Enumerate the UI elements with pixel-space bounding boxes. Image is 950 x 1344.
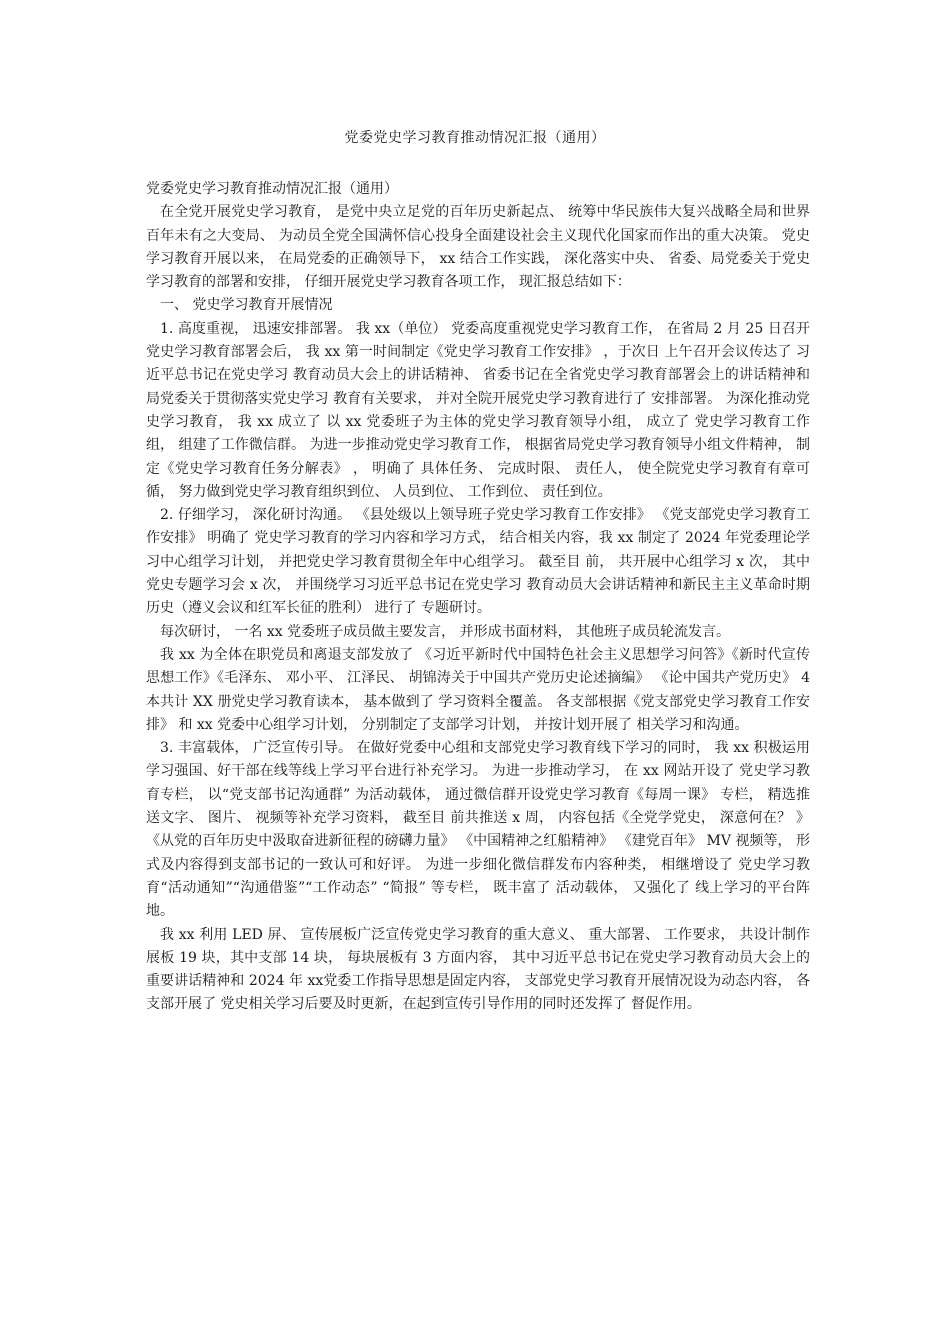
paragraph-item-3: 3. 丰富载体， 广泛宣传引导。 在做好党委中心组和支部党史学习教育线下学习的同时， 我 xx 积极运用学习强国、好干部在线等线上学习平台进行补充学习。 为进一步推动学习， 在 xx 网站开设了 党史学习教育专栏， 以“党支部书记沟通群” 为活动载体， 通过微信群开设党史学习教育《每周一课》 专栏， 精选推送文字、 图片、 视频等补充学习资料， 截至目 前共推送 x 周， 内容包括《全党学党史， 深意何在？ 》《从党的百年历史中汲取奋进新征程的磅礴力量》 《中国精神之红船精神》 《建党百年》 MV 视频等， 形式及内容得到支部书记的一致认可和好评。 为进一步细化微信群发布内容种类， 相继增设了 党史学习教育“活动通知”“沟通借鉴”“工作动态” “简报” 等专栏， 既丰富了 活动载体， 又强化了 线上学习的平台阵地。 <box>146 740 810 920</box>
paragraph-item-1: 1. 高度重视， 迅速安排部署。 我 xx（单位） 党委高度重视党史学习教育工作， 在省局 2 月 25 日召开党史学习教育部署会后， 我 xx 第一时间制定《党史学习教育工作安排》 ，于次日 上午召开会议传达了 习 近平总书记在党史学习 教育动员大会上的讲话精神、 省委书记在全省党史学习教育部署会上的讲话精神和局党委关于贯彻落实党史学习 教育有关要求， 并对全院开展党史学习教育进行了 安排部署。 为深化推动党史学习教育， 我 xx 成立了 以 xx 党委班子为主体的党史学习教育领导小组， 成立了 党史学习教育工作组， 组建了工作微信群。 为进一步推动党史学习教育工作， 根据省局党史学习教育领导小组文件精神， 制定《党史学习教育任务分解表》 ， 明确了 具体任务、 完成时限、 责任人， 使全院党史学习教育有章可循， 努力做到党史学习教育组织到位、 人员到位、 工作到位、 责任到位。 <box>146 320 810 500</box>
paragraph-discussion: 每次研讨， 一名 xx 党委班子成员做主要发言， 并形成书面材料， 其他班子成员轮流发言。 <box>160 623 731 640</box>
paragraph-led-display: 我 xx 利用 LED 屏、 宣传展板广泛宣传党史学习教育的重大意义、 重大部署、 工作要求， 共设计制作展板 19 块，其中支部 14 块， 每块展板有 3 方面内容， 其中习近平总书记在党史学习教育动员大会上的重要讲话精神和 2024 年 xx党委工作指导思想是固定内容， 支部党史学习教育开展情况设为动态内容， 各支部开展了 党史相关学习后要及时更新，在起到宣传引导作用的同时还发挥了 督促作用。 <box>146 926 810 1013</box>
document-title: 党委党史学习教育推动情况汇报（通用） <box>344 130 606 146</box>
section-heading: 一、 党史学习教育开展情况 <box>160 297 333 314</box>
document-body <box>146 178 810 1017</box>
paragraph-materials: 我 xx 为全体在职党员和离退支部发放了 《习近平新时代中国特色社会主义思想学习问答》《新时代宣传思想工作》《毛泽东、 邓小平、 江泽民、 胡锦涛关于中国共产党历史论述摘编》 《论中国共产党历史》 4 本共计 XX 册党史学习教育读本， 基本做到了 学习资料全覆盖。 各支部根据《党支部党史学习教育工作安排》 和 xx 党委中心组学习计划， 分别制定了支部学习计划， 并按计划开展了 相关学习和沟通。 <box>146 646 810 733</box>
document-subtitle: 党委党史学习教育推动情况汇报（通用） <box>146 181 398 197</box>
paragraph-intro: 在全党开展党史学习教育， 是党中央立足党的百年历史新起点、 统筹中华民族伟大复兴战略全局和世界百年未有之大变局、 为动员全党全国满怀信心投身全面建设社会主义现代化国家而作出的重大决策。 党史学习教育开展以来， 在局党委的正确领导下， xx 结合工作实践， 深化落实中央、 省委、局党委关于党史学习教育的部署和安排， 仔细开展党史学习教育各项工作， 现汇报总结如下： <box>146 204 810 291</box>
paragraph-item-2: 2. 仔细学习， 深化研讨沟通。 《县处级以上领导班子党史学习教育工作安排》 《党支部党史学习教育工作安排》 明确了 党史学习教育的学习内容和学习方式， 结合相关内容，我 xx 制定了 2024 年党委理论学习中心组学习计划， 并把党史学习教育贯彻全年中心组学习。 截至目 前， 共开展中心组学习 x 次， 其中党史专题学习会 x 次， 并围绕学习习近平总书记在党史学习 教育动员大会讲话精神和新民主主义革命时期历史（遵义会议和红军长征的胜利） 进行了 专题研讨。 <box>146 507 810 617</box>
